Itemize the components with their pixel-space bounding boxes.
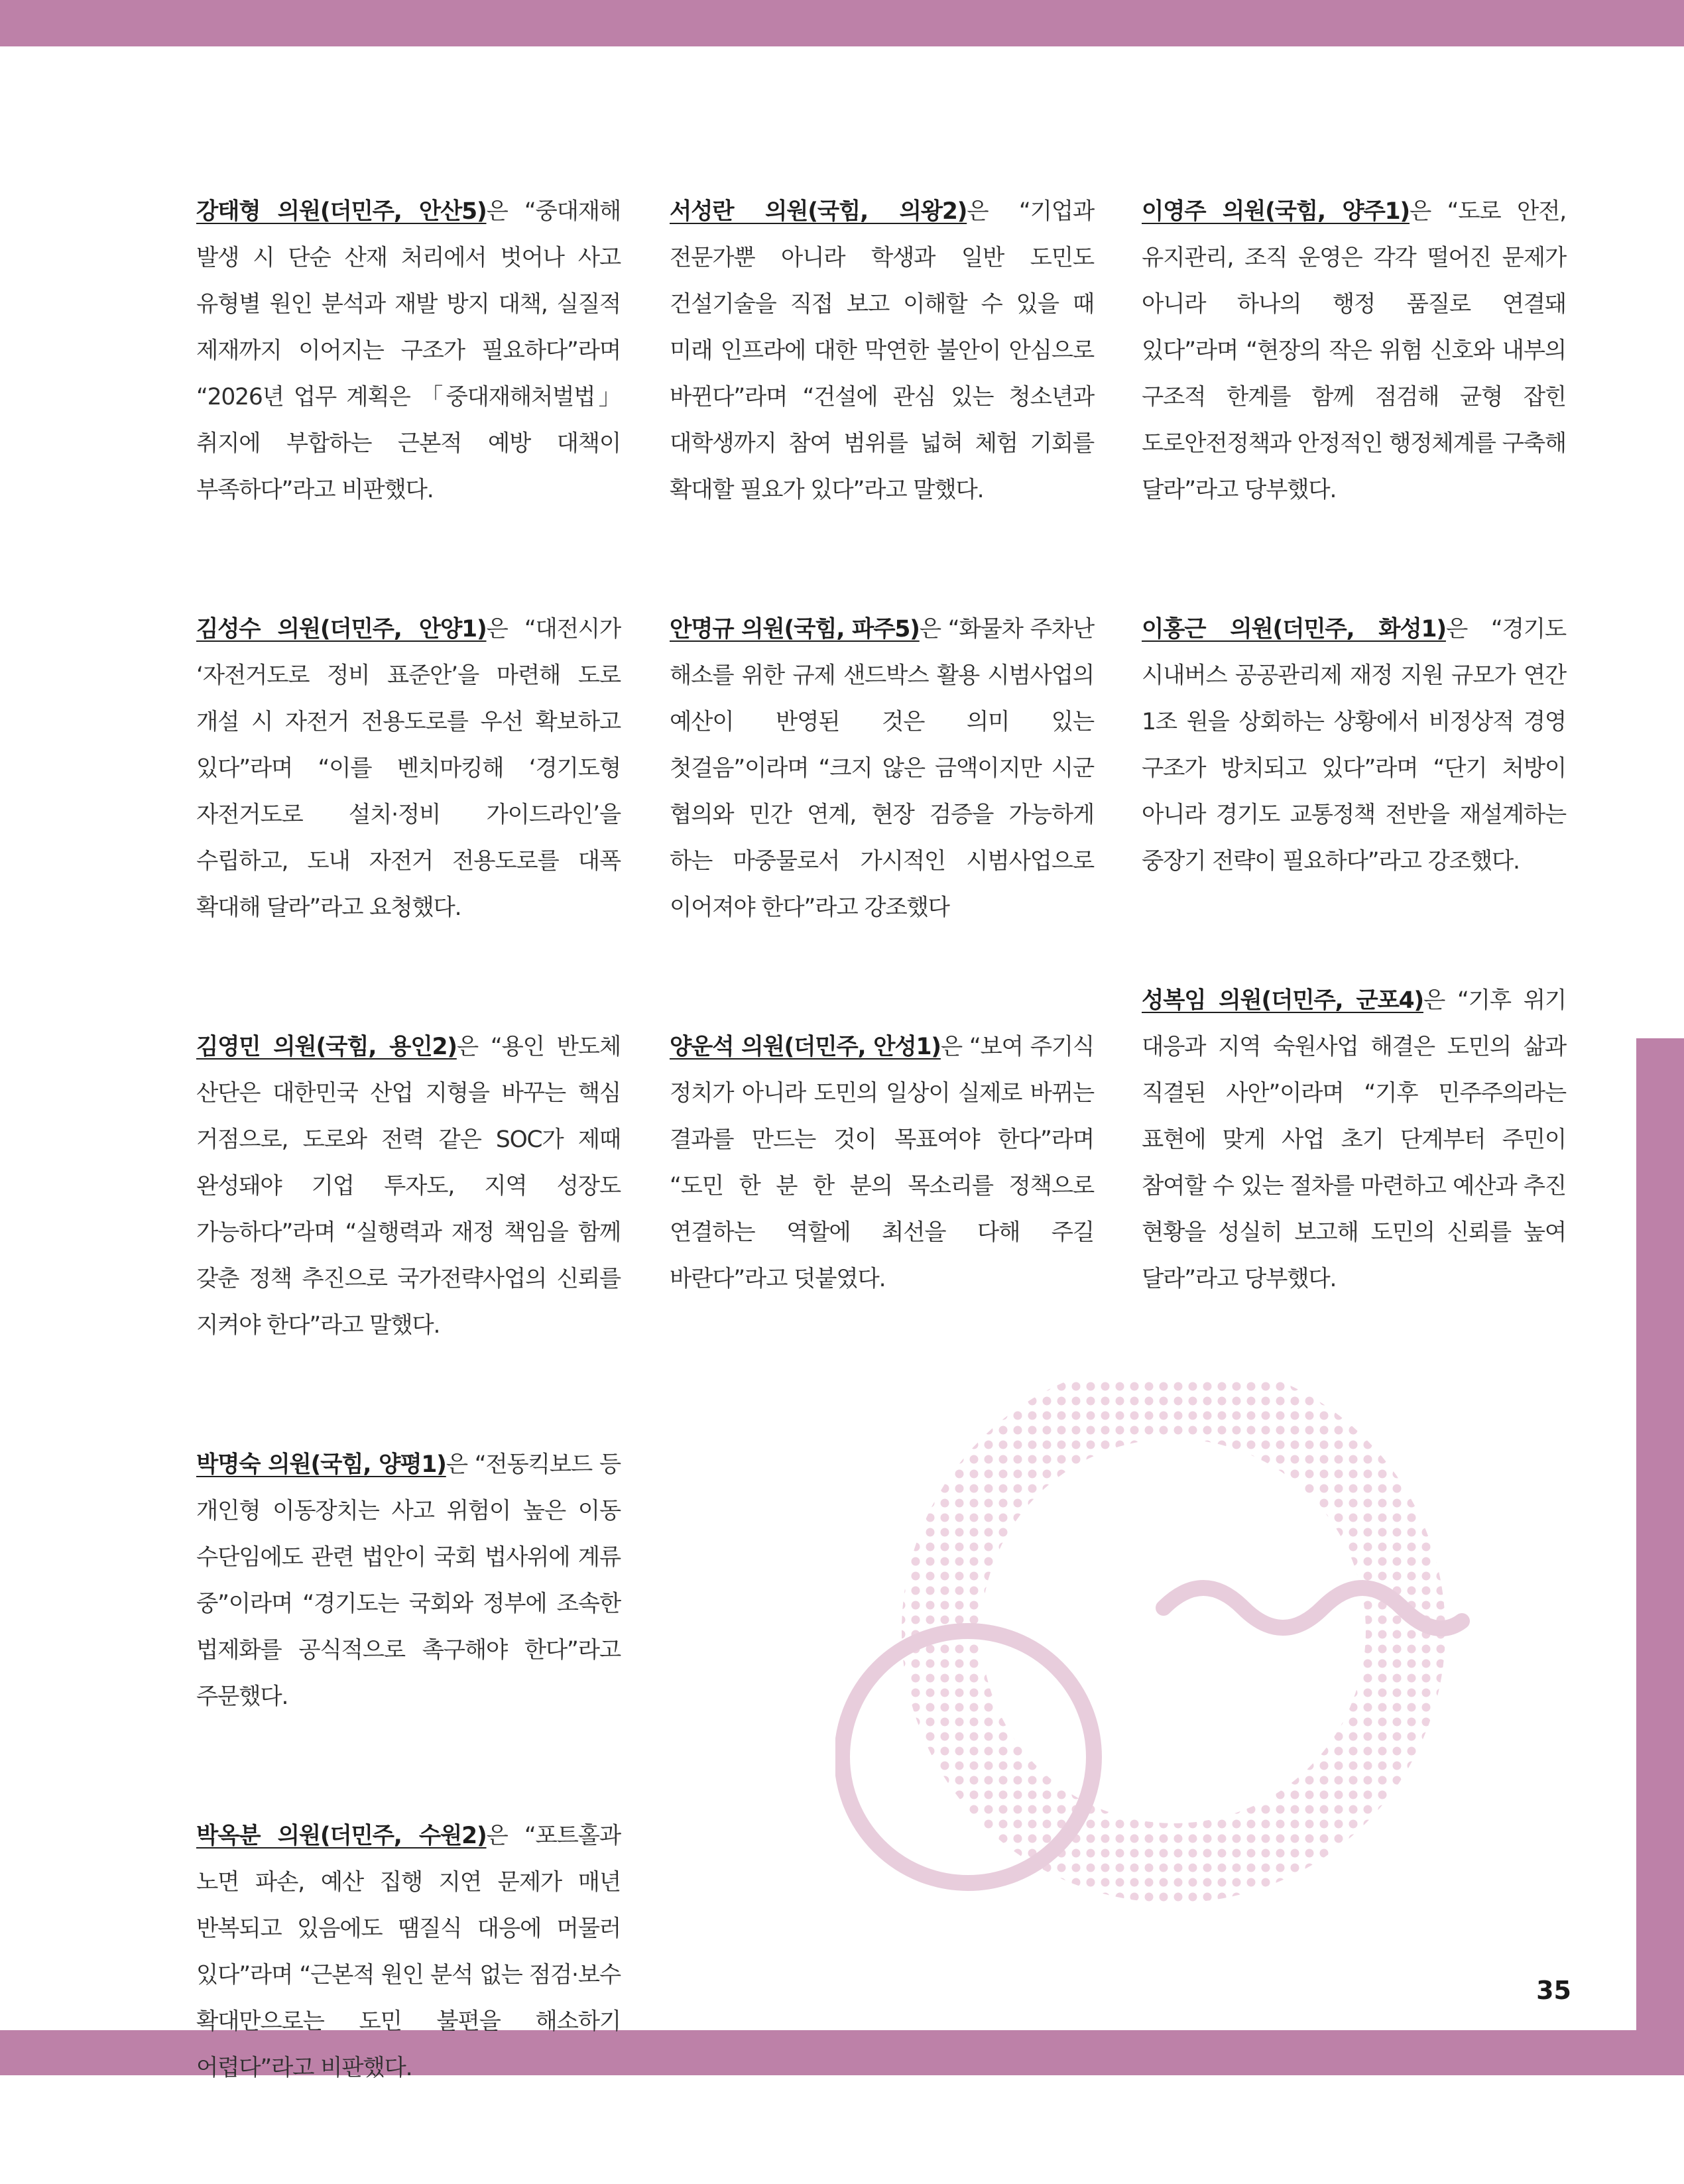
decorative-circles-graphic — [835, 1379, 1578, 1963]
statement-paragraph — [196, 1813, 621, 2091]
speaker-name: 김성수 의원(더민주, 안양1) — [196, 616, 487, 642]
statement-text: 은 “도로 안전, 유지관리, 조직 운영은 각각 떨어진 문제가 아니라 하나의 행정 품질로 연결돼 있다”라며 “현장의 작은 위험 신호와 내부의 구조적 한계를 함께 점검해 균형 잡힌 도로안전정책과 안정적인 행정체계를 구축해 달라”라고 당부했다. — [1142, 198, 1566, 503]
statement-paragraph — [196, 606, 621, 931]
statement-text: 은 “전동킥보드 등 개인형 이동장치는 사고 위험이 높은 이동 수단임에도 관련 법안이 국회 법사위에 계류 중”이라며 “경기도는 국회와 정부에 조속한 법제화를 공식적으로 촉구해야 한다”라고 주문했다. — [196, 1451, 621, 1710]
statement-text: 은 “보여 주기식 정치가 아니라 도민의 일상이 실제로 바뀌는 결과를 만드는 것이 목표여야 한다”라며 “도민 한 분 한 분의 목소리를 정책으로 연결하는 역할에 최선을 다해 주길 바란다”라고 덧붙였다. — [670, 1034, 1094, 1292]
statement-text: 은 “용인 반도체 산단은 대한민국 산업 지형을 바꾸는 핵심 거점으로, 도로와 전력 같은 SOC가 제때 완성돼야 기업 투자도, 지역 성장도 가능하다”라며 “실행력과 재정 책임을 함께 갖춘 정책 추진으로 국가전략사업의 신뢰를 지켜야 한다”라고 말했다. — [196, 1034, 621, 1339]
statement-paragraph — [1142, 606, 1566, 884]
speaker-name: 박명숙 의원(국힘, 양평1) — [196, 1451, 446, 1478]
speaker-name: 강태형 의원(더민주, 안산5) — [196, 198, 487, 225]
speaker-name: 이홍근 의원(더민주, 화성1) — [1142, 616, 1446, 642]
speaker-name: 서성란 의원(국힘, 의왕2) — [670, 198, 967, 225]
statement-text: 은 “화물차 주차난 해소를 위한 규제 샌드박스 활용 시범사업의 예산이 반영된 것은 의미 있는 첫걸음”이라며 “크지 않은 금액이지만 시군 협의와 민간 연계, 현장 검증을 가능하게 하는 마중물로서 가시적인 시범사업으로 이어져야 한다”라고 강조했다 — [670, 616, 1094, 921]
statement-text: 은 “기업과 전문가뿐 아니라 학생과 일반 도민도 건설기술을 직접 보고 이해할 수 있을 때 미래 인프라에 대한 막연한 불안이 안심으로 바뀐다”라며 “건설에 관심 있는 청소년과 대학생까지 참여 범위를 넓혀 체험 기회를 확대할 필요가 있다”라고 말했다. — [670, 198, 1094, 503]
statement-text: 은 “중대재해 발생 시 단순 산재 처리에서 벗어나 사고 유형별 원인 분석과 재발 방지 대책, 실질적 제재까지 이어지는 구조가 필요하다”라며 “2026년 업무 계획은 「중대재해처벌법」 취지에 부합하는 근본적 예방 대책이 부족하다”라고 비판했다. — [196, 198, 621, 503]
statement-paragraph — [670, 188, 1094, 513]
page-number: 35 — [1536, 1976, 1571, 2005]
speaker-name: 이영주 의원(국힘, 양주1) — [1142, 198, 1410, 225]
top-color-bar — [0, 0, 1684, 46]
text-column-1 — [196, 188, 621, 2184]
statement-text: 은 “포트홀과 노면 파손, 예산 집행 지연 문제가 매년 반복되고 있음에도 땜질식 대응에 머물러 있다”라며 “근본적 원인 분석 없는 점검·보수 확대만으로는 도민 불편을 해소하기 어렵다”라고 비판했다. — [196, 1823, 621, 2081]
statement-paragraph — [196, 1024, 621, 1349]
statement-text: 은 “기후 위기 대응과 지역 숙원사업 해결은 도민의 삶과 직결된 사안”이라며 “기후 민주주의라는 표현에 맞게 사업 초기 단계부터 주민이 참여할 수 있는 절차를 마련하고 예산과 추진 현황을 성실히 보고해 도민의 신뢰를 높여 달라”라고 당부했다. — [1142, 987, 1566, 1292]
side-color-bar — [1636, 1038, 1684, 2075]
statement-paragraph — [1142, 188, 1566, 513]
statement-paragraph — [670, 606, 1094, 931]
speaker-name: 박옥분 의원(더민주, 수원2) — [196, 1823, 487, 1849]
statement-paragraph — [670, 1024, 1094, 1302]
speaker-name: 김영민 의원(국힘, 용인2) — [196, 1034, 457, 1060]
statement-text: 은 “경기도 시내버스 공공관리제 재정 지원 규모가 연간 1조 원을 상회하는 상황에서 비정상적 경영 구조가 방치되고 있다”라며 “단기 처방이 아니라 경기도 교통정책 전반을 재설계하는 중장기 전략이 필요하다”라고 강조했다. — [1142, 616, 1566, 875]
statement-paragraph — [196, 1441, 621, 1720]
speaker-name: 안명규 의원(국힘, 파주5) — [670, 616, 920, 642]
statement-paragraph — [196, 188, 621, 513]
speaker-name: 양운석 의원(더민주, 안성1) — [670, 1034, 941, 1060]
text-column-3 — [1142, 188, 1566, 1395]
speaker-name: 성복임 의원(더민주, 군포4) — [1142, 987, 1423, 1014]
text-column-2 — [670, 188, 1094, 1395]
statement-paragraph — [1142, 977, 1566, 1302]
statement-text: 은 “대전시가 ‘자전거도로 정비 표준안’을 마련해 도로 개설 시 자전거 전용도로를 우선 확보하고 있다”라며 “이를 벤치마킹해 ‘경기도형 자전거도로 설치·정비 가이드라인’을 수립하고, 도내 자전거 전용도로를 대폭 확대해 달라”라고 요청했다. — [196, 616, 621, 921]
